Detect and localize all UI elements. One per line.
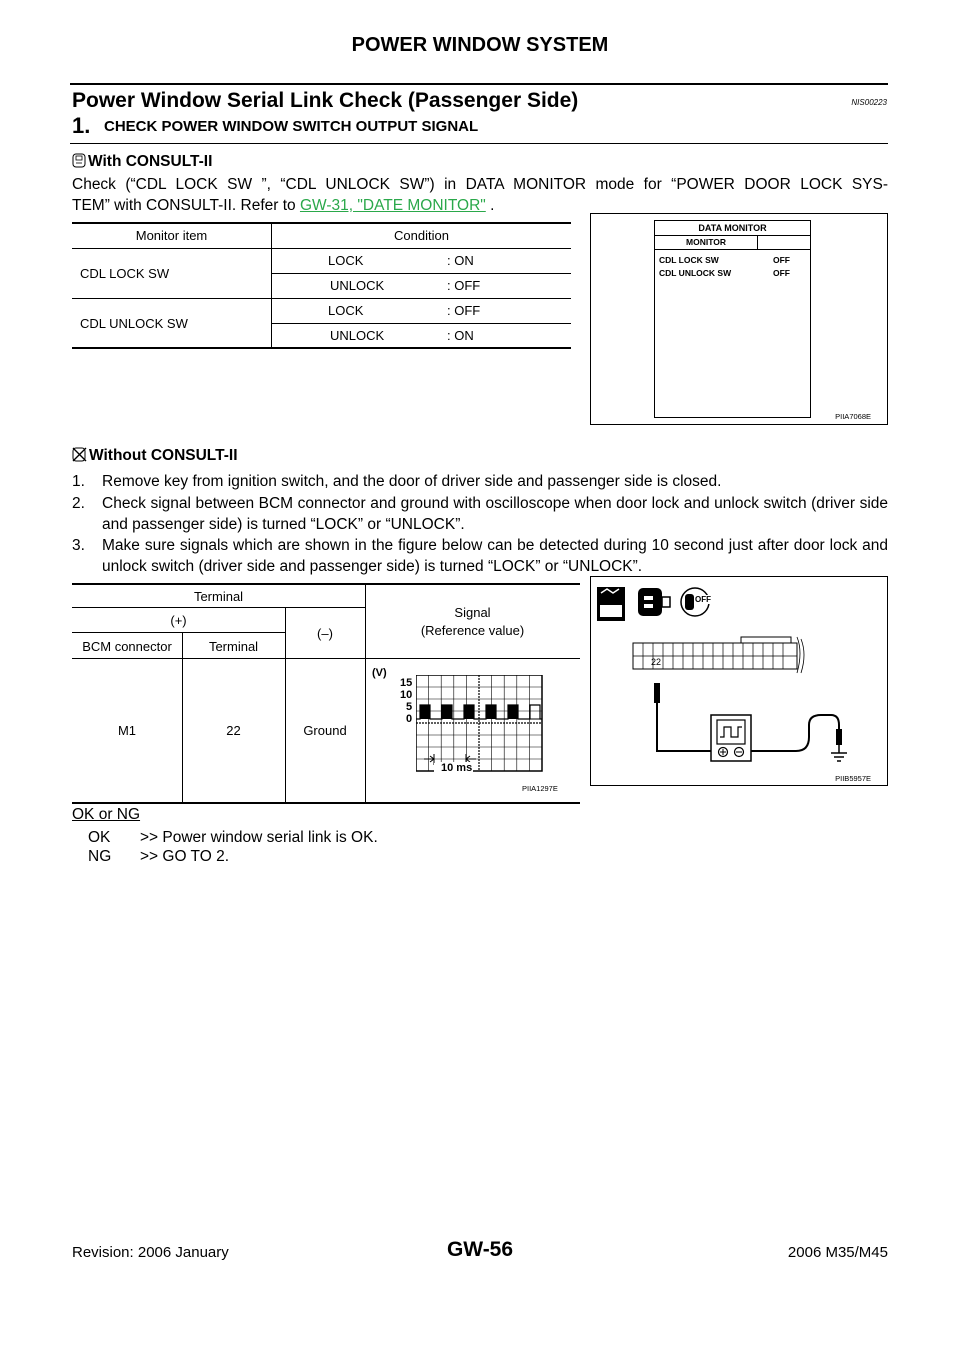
signal-row-terminal: 22 <box>226 723 241 738</box>
signal-header-term: Terminal <box>208 639 259 654</box>
section-code: NIS00223 <box>851 98 887 107</box>
step-title: CHECK POWER WINDOW SWITCH OUTPUT SIGNAL <box>104 118 479 135</box>
with-consult-heading <box>72 153 212 173</box>
data-monitor-title: DATA MONITOR <box>698 223 767 233</box>
without-step-2: 2. Check signal between BCM connector and ground with oscilloscope when door lock and unlock switch (driver side and passenger side) is turned “LOCK” or “UNLOCK”. <box>72 495 888 533</box>
connector-pin-label: 22 <box>651 657 662 667</box>
oscilloscope-figure <box>372 665 577 797</box>
scope-tick-10: 10 <box>400 689 413 701</box>
signal-header-bcm: BCM connector <box>82 639 172 654</box>
section-title: Power Window Serial Link Check (Passenger Side) <box>72 89 579 112</box>
signal-header-minus: (–) <box>317 626 333 641</box>
ng-label: NG <box>88 848 112 865</box>
ok-text: >> Power window serial link is OK. <box>140 829 378 846</box>
data-monitor-screen <box>654 220 811 418</box>
monitor-row-1-val1: : ON <box>447 253 474 268</box>
data-monitor-subtitle: MONITOR <box>686 237 726 247</box>
monitor-row-2-val2: : ON <box>447 328 474 343</box>
without-step-3: 3. Make sure signals which are shown in the figure below can be detected during 10 second just after door lock and unlock switch (driver side and passenger side) is turned “LOCK” or “UNLOCK”. <box>72 537 888 575</box>
with-consult-text-1: Check (“CDL LOCK SW ”, “CDL UNLOCK SW”) in DATA MONITOR mode for “POWER DOOR LOCK SYS- <box>72 176 888 193</box>
step-number: 1. <box>72 113 91 138</box>
data-monitor-row-2-name: CDL UNLOCK SW <box>659 268 732 278</box>
harness-side-icon <box>597 587 625 621</box>
monitor-row-1-cond2: UNLOCK <box>330 278 385 293</box>
connector-icon <box>638 588 670 616</box>
monitor-row-1-item: CDL LOCK SW <box>80 266 170 281</box>
ng-text: >> GO TO 2. <box>140 848 230 865</box>
monitor-row-1-cond1: LOCK <box>328 253 364 268</box>
scope-grid <box>416 675 544 773</box>
scope-tick-5: 5 <box>406 701 413 713</box>
scope-timebase: 10 ms <box>441 762 473 774</box>
connector-figure <box>590 576 888 786</box>
monitor-row-1-val2: : OFF <box>447 278 481 293</box>
monitor-table <box>72 222 571 349</box>
signal-row-connector: M1 <box>117 723 137 738</box>
signal-header-terminal: Terminal <box>193 589 244 604</box>
footer-page-number: GW-56 <box>446 1238 514 1261</box>
monitor-header-condition: Condition <box>394 228 449 243</box>
signal-header-signal: Signal <box>454 605 491 620</box>
connector-fig-code: PIIB5957E <box>835 774 871 783</box>
hs-label: H.S. <box>601 606 615 613</box>
ok-label: OK <box>88 829 111 846</box>
without-consult-heading <box>72 447 238 467</box>
scope-tick-0: 0 <box>406 713 413 725</box>
without-step-1: 1. Remove key from ignition switch, and the door of driver side and passenger side is closed. <box>72 473 722 490</box>
page-header-title: POWER WINDOW SYSTEM <box>351 34 609 56</box>
monitor-row-2-cond1: LOCK <box>328 303 364 318</box>
data-monitor-row-2-value: OFF <box>773 268 790 278</box>
without-consult-label: Without CONSULT-II <box>89 447 238 464</box>
off-label: OFF <box>695 595 711 604</box>
footer-revision: Revision: 2006 January <box>72 1244 229 1261</box>
monitor-row-2-cond2: UNLOCK <box>330 328 385 343</box>
scope-fig-code: PIIA1297E <box>522 784 558 793</box>
data-monitor-row-1-name: CDL LOCK SW <box>659 255 719 265</box>
footer-model: 2006 M35/M45 <box>787 1244 888 1261</box>
data-monitor-figure <box>590 213 888 425</box>
signal-table <box>72 583 580 805</box>
monitor-row-2-val1: : OFF <box>447 303 481 318</box>
step-rule <box>70 143 888 144</box>
with-consult-text-2: TEM” with CONSULT-II. Refer to GW-31, "DATE MONITOR" . <box>72 197 495 214</box>
ok-ng-heading: OK or NG <box>72 806 141 823</box>
oscilloscope-icon <box>711 715 751 761</box>
signal-header-reference: (Reference value) <box>420 623 525 638</box>
signal-row-ground: Ground <box>303 723 347 738</box>
monitor-row-2-item: CDL UNLOCK SW <box>80 316 188 331</box>
with-consult-label: With CONSULT-II <box>88 153 213 170</box>
scope-tick-15: 15 <box>400 677 413 689</box>
gw31-link[interactable]: GW-31, "DATE MONITOR" <box>299 197 486 214</box>
signal-header-plus: (+) <box>170 613 187 628</box>
no-consult-icon <box>72 447 87 467</box>
consult-tool-icon <box>72 153 86 173</box>
connector-face-diagram <box>633 637 804 673</box>
data-monitor-fig-code: PIIA7068E <box>835 412 871 421</box>
scope-unit: (V) <box>372 667 387 679</box>
header-rule <box>70 83 888 85</box>
data-monitor-row-1-value: OFF <box>773 255 790 265</box>
monitor-header-item: Monitor item <box>135 228 208 243</box>
